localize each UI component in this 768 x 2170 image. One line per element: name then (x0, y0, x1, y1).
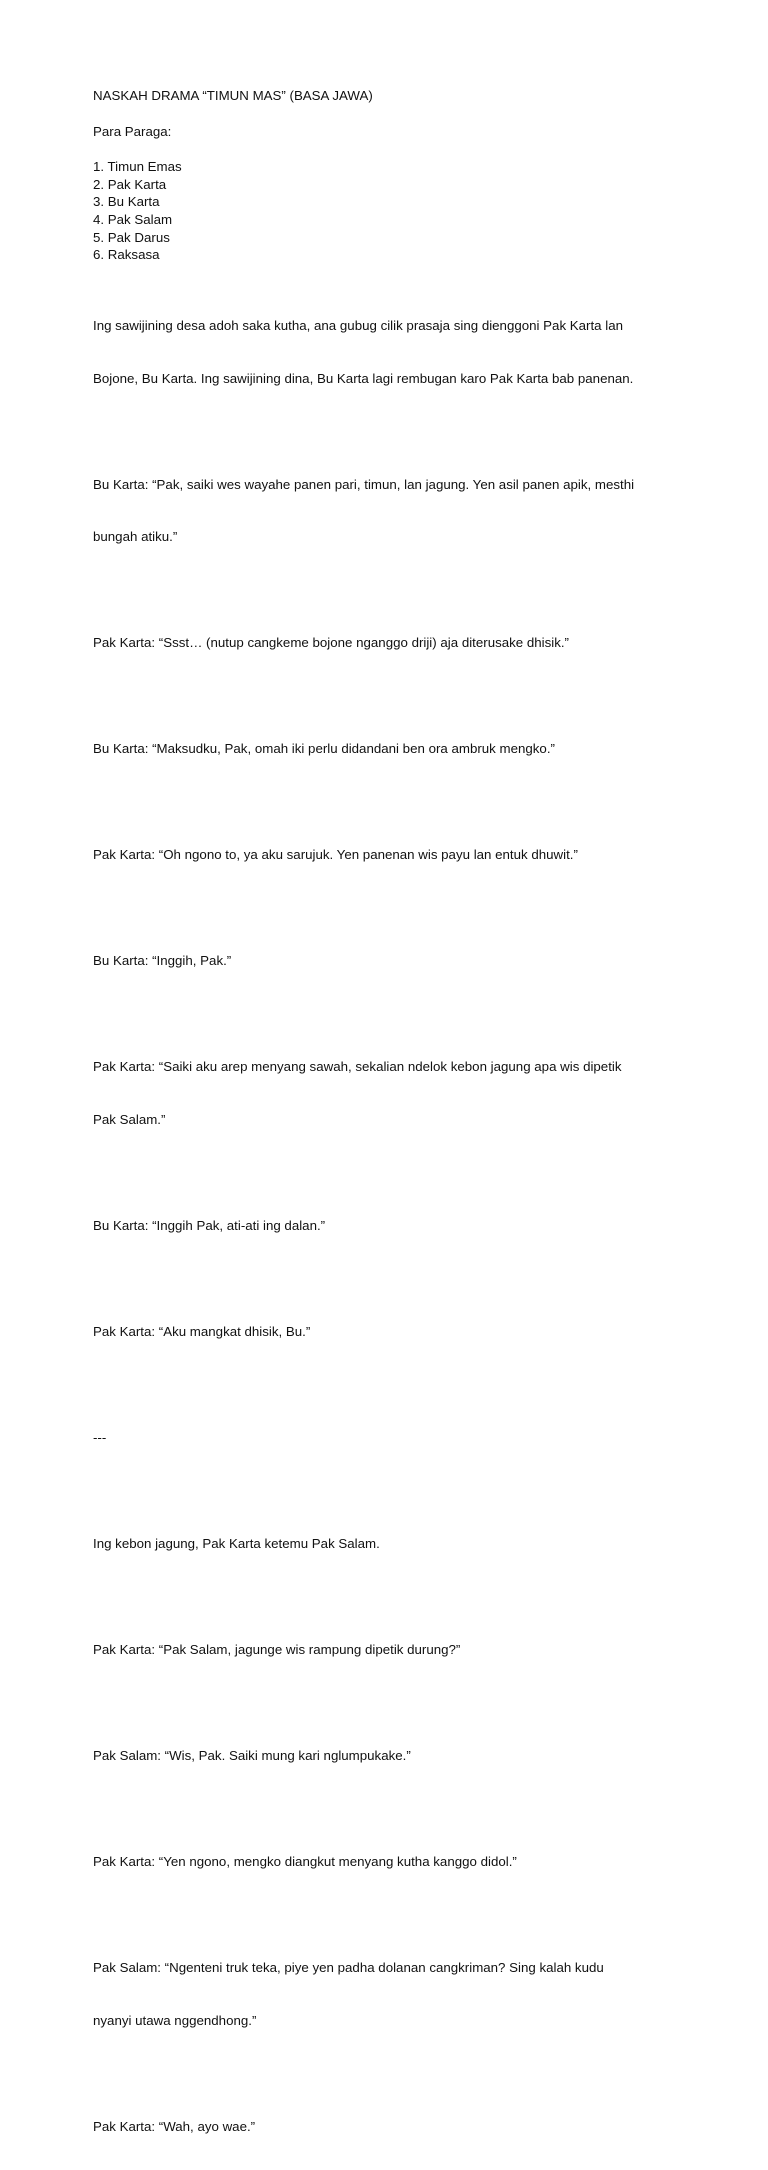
narration-paragraph (93, 282, 708, 423)
text-line: Pak Karta: “Oh ngono to, ya aku sarujuk. Yen panenan wis payu lan entuk dhuwit.” (93, 847, 578, 863)
text-line: Pak Karta: “Yen ngono, mengko diangkut menyang kutha kanggo didol.” (93, 1853, 517, 1869)
text-line: Pak Salam: “Wis, Pak. Saiki mung kari nglumpukake.” (93, 1747, 411, 1763)
text-line: Ing sawijining desa adoh saka kutha, ana gubug cilik prasaja sing dienggoni Pak Karta lan (93, 317, 624, 333)
text-line: Ing kebon jagung, Pak Karta ketemu Pak Salam. (93, 1535, 380, 1551)
document-title: NASKAH DRAMA “TIMUN MAS” (BASA JAWA) (93, 88, 373, 103)
text-line: Pak Karta: “Ssst… (nutup cangkeme bojone nganggo driji) aja diterusake dhisik.” (93, 635, 569, 651)
dialogue-paragraph (93, 917, 708, 1005)
dialogue-paragraph (93, 599, 708, 687)
dialogue-paragraph (93, 441, 708, 582)
text-line: Bu Karta: “Pak, saiki wes wayahe panen pari, timun, lan jagung. Yen asil panen apik, mesthi (93, 476, 635, 492)
text-line: Bojone, Bu Karta. Ing sawijining dina, Bu Karta lagi rembugan karo Pak Karta bab panenan. (93, 370, 634, 386)
cast-item: 3. Bu Karta (93, 194, 160, 210)
text-line: Pak Salam.” (93, 1112, 166, 1128)
dialogue-paragraph (93, 1818, 708, 1906)
dialogue-paragraph (93, 1924, 708, 2065)
dialogue-paragraph (93, 705, 708, 793)
text-line: Bu Karta: “Maksudku, Pak, omah iki perlu didandani ben ora ambruk mengko.” (93, 741, 555, 757)
narration-paragraph (93, 1500, 708, 1588)
dialogue-paragraph (93, 1712, 708, 1800)
cast-item: 1. Timun Emas (93, 159, 182, 175)
text-line: Pak Karta: “Pak Salam, jagunge wis rampung dipetik durung?” (93, 1641, 461, 1657)
cast-heading: Para Paraga: (93, 123, 172, 139)
dialogue-paragraph (93, 1288, 708, 1376)
cast-list (93, 158, 708, 264)
text-line: Pak Salam: “Ngenteni truk teka, piye yen padha dolanan cangkriman? Sing kalah kudu (93, 1959, 604, 1975)
dialogue-paragraph (93, 1606, 708, 1694)
scene-divider (93, 1394, 708, 1482)
dialogue-paragraph (93, 811, 708, 899)
text-line: Pak Karta: “Aku mangkat dhisik, Bu.” (93, 1324, 311, 1340)
text-line: nyanyi utawa nggendhong.” (93, 2012, 257, 2028)
text-line: bungah atiku.” (93, 529, 178, 545)
cast-item: 4. Pak Salam (93, 211, 173, 227)
cast-item: 6. Raksasa (93, 247, 160, 263)
dialogue-paragraph (93, 2082, 708, 2170)
text-line: Pak Karta: “Wah, ayo wae.” (93, 2118, 256, 2134)
text-line: --- (93, 1430, 107, 1445)
dialogue-paragraph (93, 1182, 708, 1270)
text-line: Bu Karta: “Inggih, Pak.” (93, 953, 232, 969)
text-line: Pak Karta: “Saiki aku arep menyang sawah, sekalian ndelok kebon jagung apa wis dipetik (93, 1059, 622, 1075)
text-line: Bu Karta: “Inggih Pak, ati-ati ing dalan.” (93, 1218, 326, 1234)
dialogue-paragraph (93, 1023, 708, 1164)
cast-item: 2. Pak Karta (93, 176, 167, 192)
cast-item: 5. Pak Darus (93, 229, 170, 245)
